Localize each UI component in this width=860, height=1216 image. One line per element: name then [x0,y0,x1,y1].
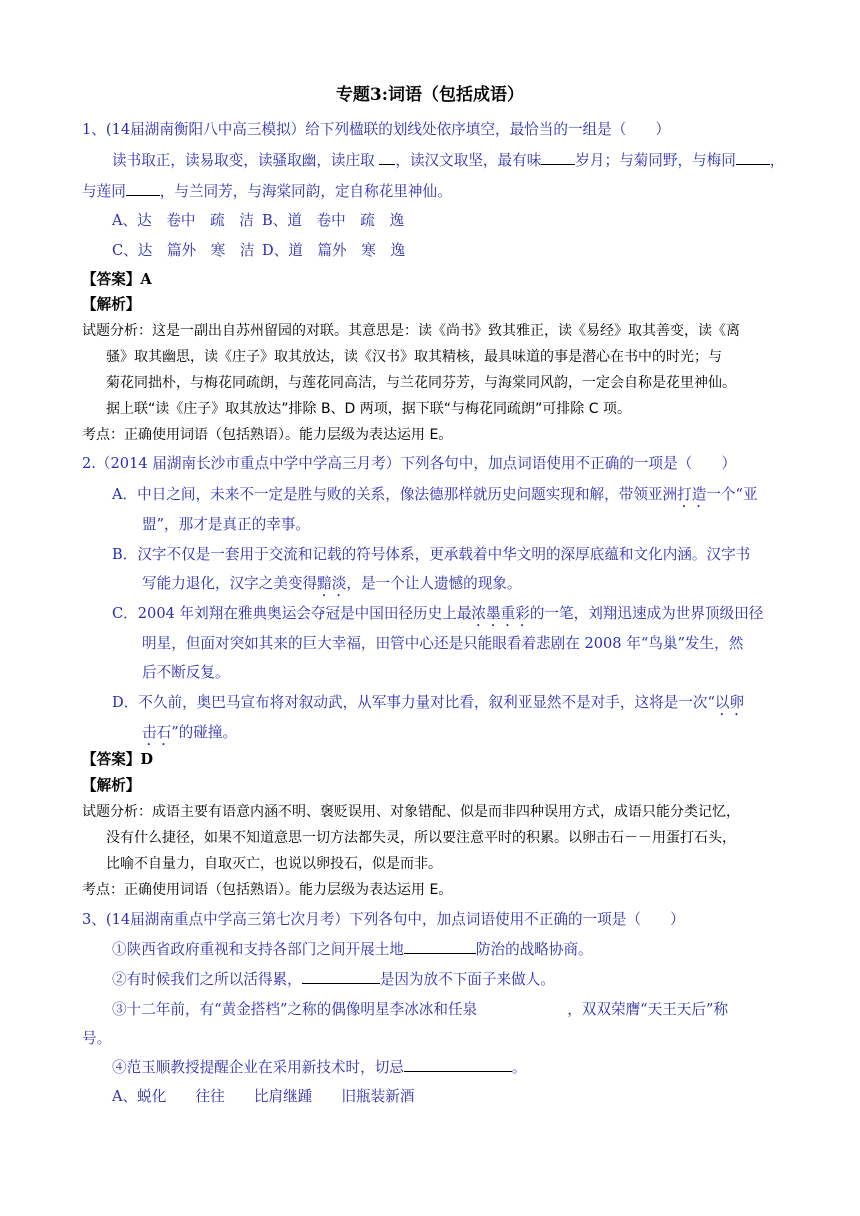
q1-text-d: ， [769,152,785,169]
q1-blank-1 [379,149,395,165]
q2-kaodian: 考点：正确使用词语（包括熟语）。能力层级为表达运用 E。 [82,882,453,898]
q2-b-text: 写能力退化，汉字之美变得 [142,575,318,592]
q2-c-text-2: 的一笔，刘翔迅速成为世界顶级田径 [529,605,764,622]
q3-s4-blank [404,1056,512,1072]
q1-option-c: C、达 篇外 寒 洁 [112,242,255,259]
q1-analysis-label: 【解析】 [82,296,141,313]
q2-option-d-line2 [142,718,237,749]
q2-a-text-2: 一个“亚 [706,486,758,503]
q2-a-text: A．中日之间，未来不一定是胜与败的关系，像法德那样就历史问题实现和解，带领亚洲 [112,486,678,503]
q1-analysis-2: 骚》取其幽思，读《庄子》取其放达，读《汉书》取其精核，最具味道的事是潜心在书中的时光；与 [106,349,722,365]
q3-s3-text-2: ，双双荣膺“天王天后”称 [567,1001,729,1018]
q3-s1-blank [404,938,476,954]
q2-option-c-line3: 后不断反复。 [142,664,230,681]
q1-option-d: D、道 篇外 寒 逸 [262,242,406,259]
q1-analysis-4: 据上联“读《庄子》取其放达”排除 B、D 两项，据下联“与梅花同疏朗”可排除 C 项。 [106,401,631,417]
q2-option-a-line2: 盟”，那才是真正的幸事。 [142,516,310,533]
q1-kaodian: 考点：正确使用词语（包括熟语）。能力层级为表达运用 E。 [82,427,453,443]
q1-couplet-line1 [112,146,784,176]
answer-label: 【答案】 [82,271,141,288]
q3-sentence-4 [112,1053,527,1083]
q3-s3-text: ③十二年前，有“黄金搭档”之称的偶像明星李冰冰和任泉 [112,1001,478,1018]
answer-value: A [140,271,152,288]
page-title: 专题3:词语（包括成语） [335,85,525,105]
q1-text-f: ，与兰同芳，与海棠同韵，定自称花里神仙。 [159,183,452,200]
q1-analysis-1: 试题分析：这是一副出自苏州留园的对联。其意思是：读《尚书》致其雅正，读《易经》取其善变，读《离 [82,323,740,339]
answer-label: 【答案】 [82,751,141,768]
q2-d-text: D．不久前，奥巴马宣布将对叙动武，从军事力量对比看，叙利亚显然不是对手，这将是一次“ [112,694,715,711]
q2-analysis-2: 没有什么捷径，如果不知道意思一切方法都失灵，所以要注意平时的积累。以卵击石－－用蛋打石头， [106,830,736,846]
q1-text-a: 读书取正，读易取变，读骚取幽，读庄取 [112,152,375,169]
q2-option-b-line2 [142,569,521,600]
q3-sentence-3 [112,995,728,1025]
q1-option-b: B、道 卷中 疏 逸 [262,212,405,229]
q3-s2-text-2: 是因为放不下面子来做人。 [379,971,555,988]
q3-sentence-1 [112,935,593,965]
q1-text-e: 与莲同 [82,183,126,200]
q2-d-dotted-word-2: 击石 [142,724,172,741]
q2-b-dotted-word: 黯淡 [317,575,347,592]
q3-sentence-3-cont: 号。 [82,1030,112,1047]
q2-d-text-2: ”的碰撞。 [171,724,238,741]
q3-s2-text: ②有时候我们之所以活得累， [112,971,302,988]
q1-option-a: A、达 卷中 疏 洁 [112,212,254,229]
q1-blank-4 [126,180,160,196]
q3-s1-text-2: 防治的战略协商。 [475,941,593,958]
q3-s4-text-2: 。 [511,1059,527,1076]
q2-a-dotted-word: 打造 [677,486,707,503]
q1-couplet-line2 [82,177,452,207]
q1-analysis-3: 菊花同拙朴，与梅花同疏朗，与莲花同高洁，与兰花同芬芳，与海棠同风韵，一定会自称是花里神仙。 [106,375,736,391]
q1-blank-2 [541,149,575,165]
q2-option-b-line1: B．汉字不仅是一套用于交流和记载的符号体系，更承载着中华文明的深厚底蕴和文化内涵。汉字书 [112,546,751,563]
q3-s1-text: ①陕西省政府重视和支持各部门之间开展土地 [112,941,404,958]
q3-sentence-2 [112,965,555,995]
q3-stem: 3、(14届湖南重点中学高三第七次月考）下列各句中，加点词语使用不正确的一项是（ ） [82,911,685,928]
q1-text-c: 岁月；与菊同野，与梅同 [575,152,736,169]
q2-stem: 2.（2014 届湖南长沙市重点中学中学高三月考）下列各句中，加点词语使用不正确的一项是（ ） [82,455,737,472]
q1-blank-3 [736,149,770,165]
q2-c-dotted-word: 浓墨重彩 [471,605,530,622]
q2-analysis-3: 比喻不自量力，自取灭亡，也说以卵投石，似是而非。 [106,856,442,872]
q2-option-d-line1 [112,688,744,719]
q1-stem: 1、(14届湖南衡阳八中高三模拟）给下列楹联的划线处依序填空，最恰当的一组是（ ） [82,121,671,138]
q2-c-text: C．2004 年刘翔在雅典奥运会夺冠是中国田径历史上最 [112,605,472,622]
q1-text-b: ，读汉文取坚，最有味 [395,152,542,169]
q2-d-dotted-word: 以卵 [714,694,745,711]
answer-value: D [140,751,154,768]
q2-analysis-label: 【解析】 [82,777,141,794]
q2-option-a-line1 [112,480,758,511]
q2-b-text-2: ，是一个让人遗憾的现象。 [346,575,522,592]
q3-s2-blank [302,968,380,984]
q2-option-c-line1 [112,599,763,630]
q3-s4-text: ④范玉顺教授提醒企业在采用新技术时，切忌 [112,1059,404,1076]
q2-option-c-line2: 明星，但面对突如其来的巨大幸福，田管中心还是只能眼看着悲剧在 2008 年“鸟巢”发生，然 [142,635,744,652]
q3-option-a: A、蜕化 往往 比肩继踵 旧瓶装新酒 [112,1088,415,1105]
q2-analysis-1: 试题分析：成语主要有语意内涵不明、褒贬误用、对象错配、似是而非四种误用方式，成语只能分类记忆， [82,804,740,820]
